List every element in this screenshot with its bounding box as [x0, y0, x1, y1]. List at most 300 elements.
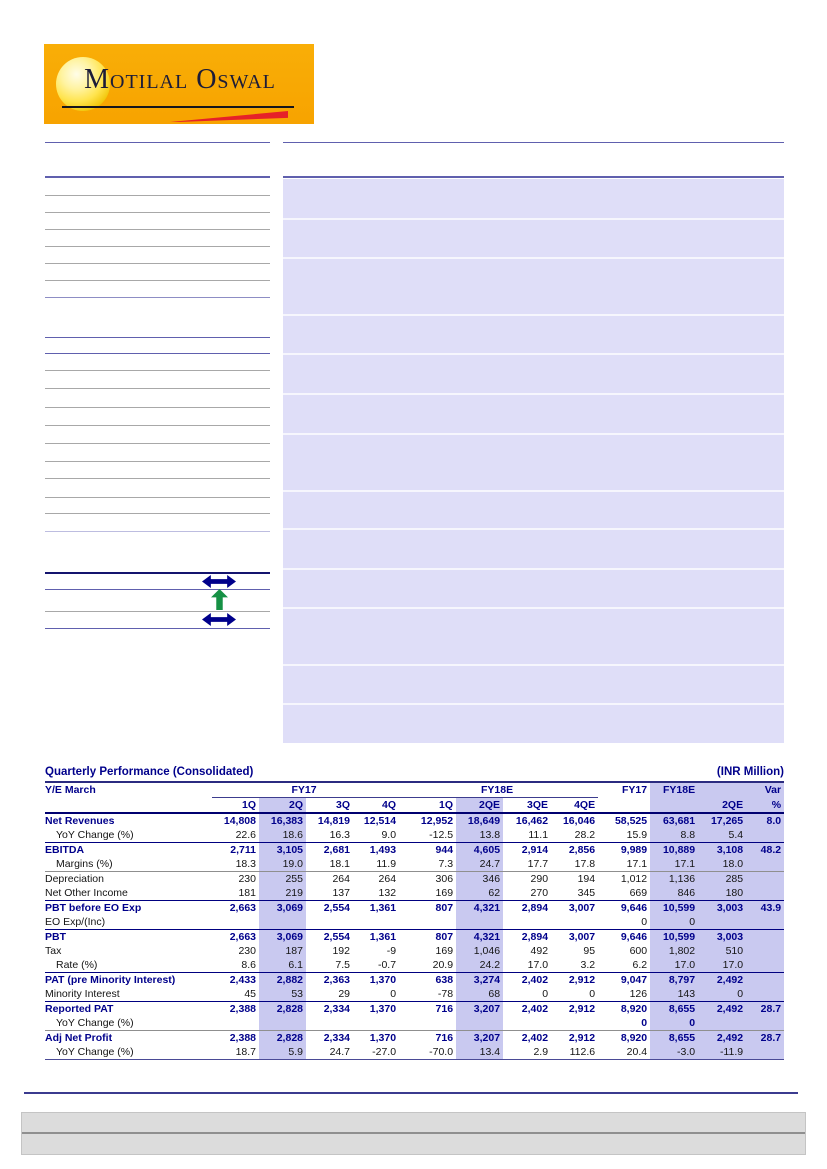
row-label: Margins (%) — [56, 858, 113, 870]
value-cell: 4,321 — [456, 930, 503, 945]
value-cell: 143 — [650, 987, 698, 1002]
quarter-header: 2Q — [259, 798, 306, 814]
blank-header-cell — [650, 798, 698, 814]
value-cell: 1,370 — [353, 1002, 399, 1017]
unit-label: (INR Million) — [716, 766, 784, 778]
value-cell — [746, 1045, 784, 1060]
value-cell: 807 — [399, 901, 456, 916]
value-cell: 2,828 — [259, 1002, 306, 1017]
value-cell: 8,920 — [598, 1031, 650, 1046]
value-cell: 14,808 — [223, 815, 256, 827]
value-cell: 230 — [238, 945, 256, 957]
value-cell: 24.7 — [306, 1045, 353, 1060]
row-label: YoY Change (%) — [56, 1017, 134, 1029]
value-cell: 10,889 — [650, 843, 698, 858]
row-label: Minority Interest — [45, 988, 120, 1000]
row-label: EBITDA — [45, 843, 212, 858]
footer-bar — [21, 1112, 806, 1155]
redacted-line — [45, 142, 270, 143]
value-cell: 18.7 — [212, 1045, 259, 1060]
var-header: Var — [746, 783, 784, 798]
value-cell: 180 — [698, 886, 746, 901]
value-cell: 716 — [399, 1002, 456, 1017]
value-cell: 45 — [244, 988, 256, 1000]
value-cell: -70.0 — [399, 1045, 456, 1060]
value-cell: 53 — [259, 987, 306, 1002]
value-cell: 12,952 — [420, 815, 454, 827]
value-cell: 20.4 — [598, 1045, 650, 1060]
value-cell: -3.0 — [650, 1045, 698, 1060]
value-cell: 0 — [650, 1016, 698, 1031]
value-cell: 7.3 — [438, 858, 454, 870]
value-cell: 6.2 — [632, 959, 648, 971]
value-cell: 8,655 — [650, 1031, 698, 1046]
fy17-group-header: FY17 — [212, 783, 399, 798]
value-cell: 638 — [399, 973, 456, 988]
value-cell: 0 — [698, 987, 746, 1002]
content-separator — [283, 528, 784, 530]
value-cell: 17.7 — [527, 858, 549, 870]
redacted-line — [45, 461, 270, 462]
value-cell: 9,646 — [598, 930, 650, 945]
redacted-line — [45, 513, 270, 514]
value-cell: 126 — [629, 988, 648, 1000]
quarter-header: 4Q — [353, 798, 399, 814]
row-label: Depreciation — [45, 872, 212, 887]
value-cell: 16.3 — [329, 829, 350, 841]
logo-brand-name: Motilal Oswal — [84, 64, 276, 95]
table-row — [45, 901, 784, 916]
value-cell: 0 — [650, 915, 698, 930]
redacted-line — [45, 353, 270, 354]
value-cell: 1,370 — [353, 973, 399, 988]
value-cell: 11.9 — [376, 858, 397, 870]
redacted-line — [45, 589, 270, 590]
value-cell: 8.8 — [650, 828, 698, 843]
motilal-oswal-logo — [44, 44, 314, 124]
redacted-line — [45, 337, 270, 338]
value-cell: 2.9 — [503, 1045, 551, 1060]
value-cell: 230 — [212, 872, 259, 887]
value-cell: 2,402 — [503, 1002, 551, 1017]
value-cell: 9.0 — [381, 829, 397, 841]
redacted-line — [45, 425, 270, 426]
value-cell — [399, 915, 456, 930]
value-cell: 2,894 — [503, 901, 551, 916]
redacted-line — [45, 297, 270, 298]
value-cell: 18.1 — [329, 858, 350, 870]
value-cell: 14,819 — [317, 815, 350, 827]
table-row — [45, 1045, 784, 1060]
quarter-header: 2QE — [456, 798, 503, 814]
value-cell: 19.0 — [259, 857, 306, 872]
redacted-line — [45, 212, 270, 213]
value-cell: 5.9 — [259, 1045, 306, 1060]
value-cell: -11.9 — [698, 1045, 746, 1060]
value-cell: 1,802 — [650, 944, 698, 958]
value-cell: 9,646 — [598, 901, 650, 916]
value-cell — [212, 1016, 259, 1031]
redacted-line — [45, 195, 270, 196]
redacted-line — [45, 443, 270, 444]
value-cell — [746, 915, 784, 930]
content-placeholder-block — [283, 179, 784, 743]
value-cell: -0.7 — [377, 959, 397, 971]
value-cell: 8,920 — [598, 1002, 650, 1017]
value-cell — [551, 915, 598, 930]
value-cell — [456, 1016, 503, 1031]
redacted-line — [45, 572, 270, 574]
value-cell: 3,105 — [259, 843, 306, 858]
value-cell: 194 — [551, 872, 598, 887]
value-cell: 16,383 — [259, 813, 306, 828]
row-label: Net Revenues — [45, 815, 115, 827]
value-cell: 716 — [399, 1031, 456, 1046]
value-cell: 2,914 — [503, 843, 551, 858]
redacted-line — [283, 176, 784, 178]
value-cell: 2,912 — [551, 973, 598, 988]
value-cell — [306, 1016, 353, 1031]
value-cell — [353, 1016, 399, 1031]
row-label: Rate (%) — [56, 959, 98, 971]
value-cell: 8.6 — [241, 959, 256, 971]
value-cell: 1,136 — [650, 872, 698, 887]
value-cell: 2,388 — [212, 1031, 259, 1046]
table-row — [45, 1031, 784, 1046]
up-arrow-icon — [211, 589, 228, 610]
value-cell: 346 — [456, 872, 503, 887]
value-cell: 0 — [589, 988, 596, 1000]
value-cell — [456, 915, 503, 930]
value-cell: 3,207 — [456, 1031, 503, 1046]
table-row — [45, 828, 784, 843]
value-cell: 1,370 — [353, 1031, 399, 1046]
value-cell — [746, 1016, 784, 1031]
table-row — [45, 958, 784, 973]
content-separator — [283, 703, 784, 705]
quarterly-performance-table — [45, 783, 784, 1060]
value-cell: 1,361 — [353, 901, 399, 916]
content-separator — [283, 393, 784, 395]
value-cell: 17.0 — [650, 958, 698, 973]
fy18e-annual-header: FY18E — [650, 783, 698, 798]
value-cell: 2,882 — [259, 973, 306, 988]
value-cell: 169 — [435, 887, 454, 899]
content-separator — [283, 314, 784, 316]
redacted-line — [283, 142, 784, 143]
row-label: PBT — [45, 930, 212, 945]
value-cell: 1,493 — [353, 843, 399, 858]
value-cell: 5.4 — [698, 828, 746, 843]
value-cell: 18.0 — [698, 857, 746, 872]
value-cell: 0 — [390, 988, 397, 1000]
quarter-header: 3QE — [503, 798, 551, 814]
value-cell: 3,007 — [551, 930, 598, 945]
value-cell: 807 — [399, 930, 456, 945]
value-cell: 28.2 — [574, 829, 596, 841]
value-cell: 29 — [338, 988, 350, 1000]
value-cell: 28.7 — [746, 1031, 784, 1046]
value-cell: 290 — [503, 872, 551, 887]
value-cell — [503, 1016, 551, 1031]
content-separator — [283, 568, 784, 570]
content-separator — [283, 218, 784, 220]
value-cell: 9,989 — [598, 843, 650, 858]
redacted-line — [45, 280, 270, 281]
value-cell: 3.2 — [580, 959, 596, 971]
table-title-bar — [45, 766, 784, 783]
value-cell: 43.9 — [746, 901, 784, 916]
value-cell: 944 — [399, 843, 456, 858]
value-cell: 9,047 — [598, 973, 650, 988]
value-cell: 2,492 — [698, 973, 746, 988]
value-cell: 58,525 — [614, 815, 648, 827]
value-cell — [259, 1016, 306, 1031]
value-cell: 12,514 — [363, 815, 397, 827]
quarter-header: 1Q — [399, 798, 456, 814]
redacted-line — [45, 370, 270, 371]
redacted-line — [45, 497, 270, 498]
redacted-line — [45, 531, 270, 532]
value-cell: 2,828 — [259, 1031, 306, 1046]
content-separator — [283, 664, 784, 666]
content-separator — [283, 607, 784, 609]
footer-divider-line — [24, 1092, 798, 1094]
value-cell: -78 — [437, 988, 454, 1000]
fy17-annual-header: FY17 — [621, 784, 648, 797]
value-cell: 270 — [530, 887, 549, 899]
table-row — [45, 843, 784, 858]
value-cell: 3,207 — [456, 1002, 503, 1017]
value-cell — [259, 915, 306, 930]
value-cell: 137 — [332, 887, 350, 899]
table-header-group-row — [45, 783, 784, 798]
value-cell: 345 — [577, 887, 596, 899]
value-cell: 169 — [435, 945, 454, 957]
value-cell: 192 — [332, 945, 350, 957]
logo-underline — [62, 106, 294, 108]
table-row — [45, 886, 784, 901]
row-label: Reported PAT — [45, 1002, 212, 1017]
value-cell: 18,649 — [456, 813, 503, 828]
redacted-line — [45, 176, 270, 178]
value-cell: -27.0 — [353, 1045, 399, 1060]
value-cell: 2,388 — [212, 1002, 259, 1017]
redacted-line — [45, 229, 270, 230]
value-cell: 48.2 — [746, 843, 784, 858]
value-cell — [746, 886, 784, 901]
value-cell: 2,492 — [698, 1031, 746, 1046]
row-label: Adj Net Profit — [45, 1031, 212, 1046]
table-row — [45, 872, 784, 887]
value-cell: 2,363 — [306, 973, 353, 988]
q2e-column-header: 2QE — [698, 798, 746, 814]
row-label: PAT (pre Minority Interest) — [45, 973, 212, 988]
value-cell: 17,265 — [698, 813, 746, 828]
redacted-line — [45, 388, 270, 389]
table-row — [45, 915, 784, 930]
value-cell: 17.0 — [527, 959, 549, 971]
value-cell: 18.6 — [259, 828, 306, 843]
value-cell: 10,599 — [650, 930, 698, 945]
redacted-line — [45, 478, 270, 479]
table-row — [45, 987, 784, 1002]
redacted-line — [45, 246, 270, 247]
value-cell — [399, 1016, 456, 1031]
table-row — [45, 813, 784, 828]
quarter-header: 1Q — [212, 798, 259, 814]
table-row — [45, 1016, 784, 1031]
value-cell — [746, 828, 784, 843]
value-cell: 1,046 — [456, 944, 503, 958]
redacted-line — [45, 611, 270, 612]
value-cell: 13.4 — [456, 1045, 503, 1060]
value-cell: 0 — [641, 916, 648, 928]
value-cell: 3,069 — [259, 930, 306, 945]
value-cell — [746, 930, 784, 945]
footer-bar-divider — [22, 1132, 805, 1134]
value-cell: 2,681 — [306, 843, 353, 858]
ye-march-header: Y/E March — [45, 784, 96, 797]
value-cell: 24.2 — [456, 958, 503, 973]
value-cell: 68 — [456, 987, 503, 1002]
value-cell: 3,003 — [698, 930, 746, 945]
value-cell: 2,856 — [551, 843, 598, 858]
value-cell — [353, 915, 399, 930]
value-cell: 2,554 — [306, 901, 353, 916]
value-cell: 4,321 — [456, 901, 503, 916]
value-cell: 22.6 — [235, 829, 256, 841]
value-cell: 3,007 — [551, 901, 598, 916]
value-cell: 10,599 — [650, 901, 698, 916]
value-cell — [306, 915, 353, 930]
left-right-arrow-icon — [202, 575, 236, 588]
value-cell — [746, 958, 784, 973]
value-cell: 846 — [650, 886, 698, 901]
table-row — [45, 930, 784, 945]
value-cell: 8,655 — [650, 1002, 698, 1017]
quarter-header: 4QE — [551, 798, 598, 814]
value-cell — [746, 944, 784, 958]
value-cell: 13.8 — [456, 828, 503, 843]
value-cell: 17.1 — [650, 857, 698, 872]
quarterly-performance-section — [45, 766, 784, 1060]
value-cell: -12.5 — [429, 829, 454, 841]
value-cell: 95 — [583, 945, 596, 957]
value-cell: 2,711 — [212, 843, 259, 858]
value-cell: 63,681 — [650, 813, 698, 828]
value-cell: 510 — [698, 944, 746, 958]
fy18e-group-header: FY18E — [399, 783, 598, 798]
value-cell: 2,912 — [551, 1031, 598, 1046]
value-cell: 20.9 — [432, 959, 454, 971]
value-cell: 2,912 — [551, 1002, 598, 1017]
value-cell: 16,046 — [562, 815, 596, 827]
percent-column-header: % — [746, 798, 784, 814]
value-cell: 62 — [456, 886, 503, 901]
value-cell: 24.7 — [456, 857, 503, 872]
redacted-line — [45, 263, 270, 264]
content-separator — [283, 353, 784, 355]
value-cell: 285 — [698, 872, 746, 887]
table-header-quarter-row — [45, 798, 784, 814]
content-separator — [283, 257, 784, 259]
value-cell: 2,402 — [503, 973, 551, 988]
value-cell: -9 — [386, 945, 397, 957]
value-cell — [746, 872, 784, 887]
value-cell: 132 — [378, 887, 397, 899]
blank-header-cell — [45, 798, 212, 814]
value-cell: 17.8 — [574, 858, 596, 870]
row-label: Net Other Income — [45, 887, 128, 899]
value-cell: 187 — [259, 944, 306, 958]
value-cell: 264 — [306, 872, 353, 887]
value-cell: 2,894 — [503, 930, 551, 945]
value-cell — [551, 1016, 598, 1031]
value-cell: 3,003 — [698, 901, 746, 916]
value-cell: 2,492 — [698, 1002, 746, 1017]
value-cell — [746, 857, 784, 872]
value-cell: 0 — [542, 988, 549, 1000]
value-cell: 600 — [629, 945, 648, 957]
redacted-line — [45, 407, 270, 408]
table-row — [45, 857, 784, 872]
logo-red-swoosh — [170, 111, 288, 122]
table-row — [45, 973, 784, 988]
table-row — [45, 944, 784, 958]
value-cell: 8,797 — [650, 973, 698, 988]
value-cell: 2,334 — [306, 1002, 353, 1017]
value-cell: 3,274 — [456, 973, 503, 988]
value-cell: 2,663 — [212, 930, 259, 945]
table-row — [45, 1002, 784, 1017]
value-cell: 669 — [629, 887, 648, 899]
row-label: Tax — [45, 945, 62, 957]
value-cell: 28.7 — [746, 1002, 784, 1017]
value-cell: 2,334 — [306, 1031, 353, 1046]
row-label: EO Exp/(Inc) — [45, 916, 106, 928]
value-cell — [746, 973, 784, 988]
value-cell: 492 — [530, 945, 549, 957]
value-cell: 2,554 — [306, 930, 353, 945]
value-cell: 17.0 — [698, 958, 746, 973]
value-cell: 112.6 — [551, 1045, 598, 1060]
value-cell: 8.0 — [746, 813, 784, 828]
value-cell: 0 — [641, 1017, 648, 1029]
value-cell — [746, 987, 784, 1002]
value-cell: 7.5 — [335, 959, 350, 971]
value-cell: 18.3 — [235, 858, 256, 870]
content-separator — [283, 490, 784, 492]
value-cell: 219 — [259, 886, 306, 901]
value-cell: 181 — [238, 887, 256, 899]
table-title: Quarterly Performance (Consolidated) — [45, 766, 254, 778]
quarter-header: 3Q — [306, 798, 353, 814]
content-separator — [283, 433, 784, 435]
value-cell: 2,663 — [212, 901, 259, 916]
value-cell: 17.1 — [626, 858, 648, 870]
value-cell — [212, 915, 259, 930]
value-cell: 264 — [353, 872, 399, 887]
blank-header-cell — [598, 798, 650, 814]
value-cell — [698, 915, 746, 930]
row-label: YoY Change (%) — [56, 829, 134, 841]
value-cell: 1,012 — [598, 872, 650, 887]
value-cell: 2,402 — [503, 1031, 551, 1046]
value-cell: 11.1 — [528, 829, 549, 841]
left-right-arrow-icon — [202, 613, 236, 626]
value-cell: 6.1 — [259, 958, 306, 973]
